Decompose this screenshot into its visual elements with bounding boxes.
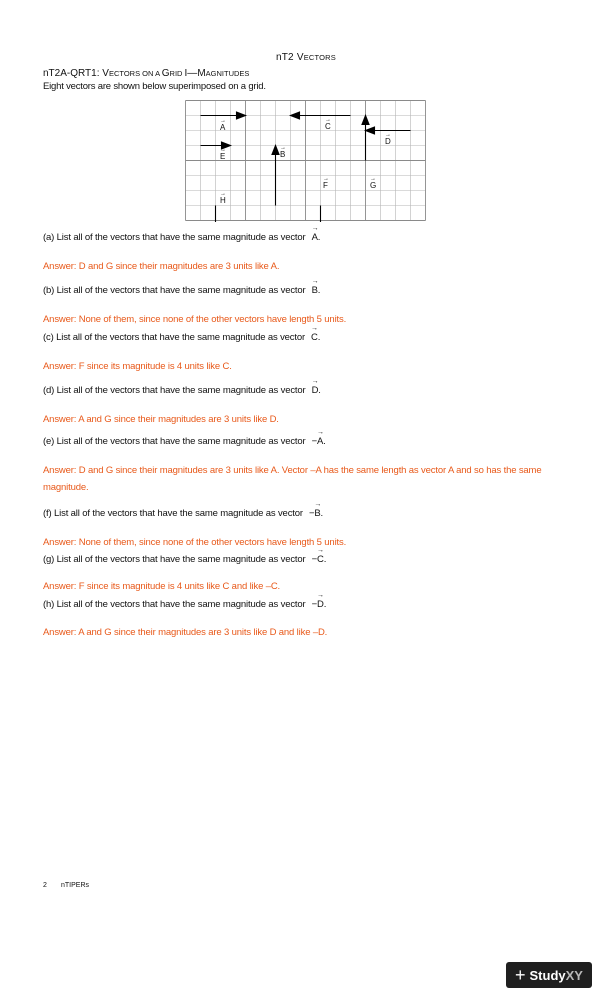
answer-text: Answer: D and G since their magnitudes are 3 units like A. (43, 261, 280, 272)
label-A-arrow: → (220, 118, 226, 124)
label-B-arrow: → (280, 145, 286, 151)
question-text: (h) List all of the vectors that have the same magnitude as vector − → D. (43, 592, 327, 610)
label-E: E (220, 152, 226, 161)
vector-symbol: → D (311, 378, 319, 396)
vector-symbol: − → B (308, 501, 322, 519)
vector-arrow-icon: → (314, 501, 322, 508)
plus-icon: + (515, 965, 526, 985)
label-F: F (323, 181, 328, 190)
vector-symbol: − → D (311, 592, 324, 610)
vector-A-head (237, 112, 246, 119)
label-D-arrow: → (385, 132, 391, 138)
label-C: C (325, 122, 331, 131)
label-G: G (370, 181, 377, 190)
vector-F (317, 206, 324, 223)
question-text: (a) List all of the vectors that have the same magnitude as vector → A. (43, 225, 321, 243)
vector-grid (185, 100, 426, 222)
page-footer (43, 882, 89, 889)
vector-H (212, 206, 219, 223)
answer-text: Answer: F since its magnitude is 4 units like C and like –C. (43, 581, 281, 592)
book-title: nTIPERs (61, 882, 90, 889)
question-text: (e) List all of the vectors that have the same magnitude as vector − → A. (43, 429, 326, 447)
vector-arrow-icon: → (311, 225, 319, 232)
vector-grid-figure (185, 100, 426, 222)
label-H: H (220, 196, 226, 205)
vector-arrow-icon: → (316, 547, 324, 554)
label-G-arrow: → (370, 176, 376, 182)
label-E-arrow: → (220, 147, 226, 153)
question-text: (g) List all of the vectors that have the same magnitude as vector − → C. (43, 547, 327, 565)
vector-arrow-icon: → (316, 592, 324, 599)
vector-arrow-icon: → (316, 429, 324, 436)
vector-symbol: − → A (311, 429, 324, 447)
vector-G-head (362, 116, 369, 125)
answer-text: Answer: A and G since their magnitudes are 3 units like D. (43, 414, 279, 425)
vector-G (362, 116, 369, 161)
question-text: (d) List all of the vectors that have the same magnitude as vector → D. (43, 378, 321, 396)
label-D: D (385, 137, 391, 146)
answer-text: Answer: D and G since their magnitudes are 3 units like A. Vector –A has the same length as vector A and so has the same magnitude. (43, 465, 542, 493)
studyxy-logo[interactable]: + StudyXY (506, 962, 592, 988)
label-F-arrow: → (323, 176, 329, 182)
vector-C-head (291, 112, 300, 119)
label-A: A (220, 123, 226, 132)
label-B: B (280, 150, 286, 159)
vector-B-head (272, 146, 279, 155)
page-number: 2 (43, 882, 47, 889)
vector-arrow-icon: → (311, 378, 319, 385)
vector-symbol: → C (311, 325, 318, 343)
answer-text: Answer: F since its magnitude is 4 units like C. (43, 361, 232, 372)
answer-text: Answer: None of them, since none of the other vectors have length 5 units. (43, 537, 347, 548)
question-text: (c) List all of the vectors that have the same magnitude as vector → C. (43, 325, 321, 343)
answer-text: Answer: A and G since their magnitudes are 3 units like D and like –D. (43, 627, 328, 638)
vector-symbol: → B (311, 278, 319, 296)
intro-text: Eight vectors are shown below superimposed on a grid. (43, 81, 266, 92)
vector-arrow-icon: → (311, 325, 318, 332)
question-text: (f) List all of the vectors that have the same magnitude as vector − → B. (43, 501, 324, 519)
question-text: (b) List all of the vectors that have the same magnitude as vector → B. (43, 278, 321, 296)
label-H-arrow: → (220, 191, 226, 197)
page-header: nT2 VECTORS (275, 52, 337, 63)
label-C-arrow: → (325, 117, 331, 123)
vector-D-head (366, 127, 375, 134)
vector-symbol: → A (311, 225, 319, 243)
vector-arrow-icon: → (311, 278, 319, 285)
vector-symbol: − → C (311, 547, 324, 565)
section-title: nT2A-QRT1: VECTORS ON A GRID I—MAGNITUDES (43, 68, 250, 79)
answer-text: Answer: None of them, since none of the other vectors have length 5 units. (43, 314, 347, 325)
